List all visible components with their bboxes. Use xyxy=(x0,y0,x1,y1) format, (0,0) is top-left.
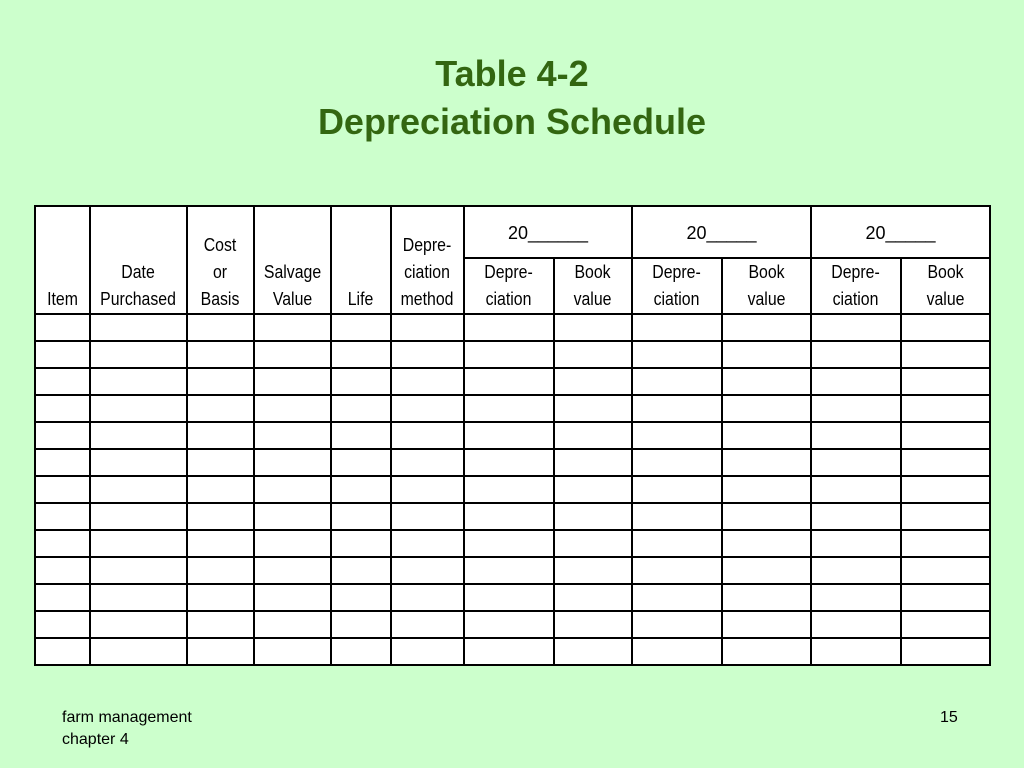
table-cell xyxy=(811,368,901,395)
table-cell xyxy=(464,503,554,530)
table-cell xyxy=(254,503,331,530)
title-line-2: Depreciation Schedule xyxy=(317,101,707,142)
table-cell xyxy=(391,611,464,638)
table-cell xyxy=(632,314,722,341)
table-cell xyxy=(90,314,187,341)
table-cell xyxy=(187,395,254,422)
table-cell xyxy=(35,422,90,449)
table-cell xyxy=(35,476,90,503)
header-date-purchased: Date Purchased xyxy=(90,206,187,314)
table-cell xyxy=(464,368,554,395)
header-year-3-depreciation: Depre- ciation xyxy=(811,258,901,314)
table-cell xyxy=(187,422,254,449)
table-cell xyxy=(901,530,990,557)
table-cell xyxy=(35,314,90,341)
table-row xyxy=(35,638,990,665)
table-cell xyxy=(391,395,464,422)
table-cell xyxy=(722,395,811,422)
table-cell xyxy=(331,584,391,611)
table-cell xyxy=(90,449,187,476)
table-cell xyxy=(90,476,187,503)
table-cell xyxy=(901,584,990,611)
table-cell xyxy=(391,341,464,368)
table-cell xyxy=(90,503,187,530)
table-cell xyxy=(90,341,187,368)
table-cell xyxy=(632,503,722,530)
table-cell xyxy=(187,638,254,665)
table-cell xyxy=(632,368,722,395)
table-cell xyxy=(632,449,722,476)
table-cell xyxy=(90,368,187,395)
header-year-2: 20_____ xyxy=(632,206,811,258)
table-cell xyxy=(187,449,254,476)
table-cell xyxy=(901,503,990,530)
table-cell xyxy=(722,584,811,611)
table-cell xyxy=(632,395,722,422)
table-cell xyxy=(391,422,464,449)
table-cell xyxy=(811,395,901,422)
table-cell xyxy=(811,557,901,584)
table-cell xyxy=(254,422,331,449)
table-cell xyxy=(187,557,254,584)
table-cell xyxy=(632,611,722,638)
table-cell xyxy=(187,530,254,557)
table-cell xyxy=(187,503,254,530)
header-row-1 xyxy=(35,206,990,258)
table-cell xyxy=(464,530,554,557)
title-line-1: Table 4-2 xyxy=(435,53,589,94)
table-cell xyxy=(632,422,722,449)
table-cell xyxy=(554,638,632,665)
table-cell xyxy=(331,368,391,395)
table-cell xyxy=(554,503,632,530)
table-cell xyxy=(554,584,632,611)
table-cell xyxy=(90,611,187,638)
table-cell xyxy=(331,557,391,584)
table-row xyxy=(35,314,990,341)
table-cell xyxy=(722,314,811,341)
table-cell xyxy=(254,368,331,395)
table-cell xyxy=(811,530,901,557)
table-cell xyxy=(90,557,187,584)
table-cell xyxy=(35,530,90,557)
table-cell xyxy=(554,611,632,638)
table-cell xyxy=(554,449,632,476)
table-cell xyxy=(90,584,187,611)
table-cell xyxy=(811,341,901,368)
header-life: Life xyxy=(331,206,391,314)
table-cell xyxy=(464,395,554,422)
table-row xyxy=(35,503,990,530)
table-row xyxy=(35,449,990,476)
header-salvage-value: Salvage Value xyxy=(254,206,331,314)
table-cell xyxy=(901,368,990,395)
table-cell xyxy=(722,368,811,395)
table-cell xyxy=(554,422,632,449)
depreciation-schedule-table xyxy=(34,205,991,666)
table-cell xyxy=(187,341,254,368)
table-cell xyxy=(901,422,990,449)
table-cell xyxy=(722,422,811,449)
table-cell xyxy=(90,638,187,665)
table-cell xyxy=(464,422,554,449)
table-cell xyxy=(254,341,331,368)
footer-chapter: chapter 4 xyxy=(62,731,129,748)
table-cell xyxy=(554,476,632,503)
header-year-2-book-value: Book value xyxy=(722,258,811,314)
table-cell xyxy=(391,368,464,395)
table-cell xyxy=(722,449,811,476)
table-cell xyxy=(187,368,254,395)
table-cell xyxy=(722,638,811,665)
table-cell xyxy=(331,314,391,341)
table-cell xyxy=(811,503,901,530)
header-item: Item xyxy=(35,206,90,314)
table-cell xyxy=(187,314,254,341)
header-depreciation-method: Depre- ciation method xyxy=(391,206,464,314)
table-row xyxy=(35,530,990,557)
table-row xyxy=(35,611,990,638)
table-cell xyxy=(391,449,464,476)
table-row xyxy=(35,395,990,422)
table-cell xyxy=(35,503,90,530)
table-cell xyxy=(331,476,391,503)
table-cell xyxy=(331,395,391,422)
table-cell xyxy=(901,395,990,422)
table-cell xyxy=(901,611,990,638)
table-cell xyxy=(464,584,554,611)
table-cell xyxy=(391,530,464,557)
table-cell xyxy=(632,584,722,611)
table-cell xyxy=(391,584,464,611)
table-cell xyxy=(464,314,554,341)
header-year-1-book-value: Book value xyxy=(554,258,632,314)
footer-course-info xyxy=(62,707,192,751)
table-cell xyxy=(35,368,90,395)
table-cell xyxy=(901,314,990,341)
table-cell xyxy=(464,341,554,368)
table-cell xyxy=(331,422,391,449)
table-cell xyxy=(187,611,254,638)
table-cell xyxy=(187,584,254,611)
table-cell xyxy=(722,503,811,530)
table-cell xyxy=(554,341,632,368)
table-cell xyxy=(722,476,811,503)
table-cell xyxy=(254,476,331,503)
table-cell xyxy=(35,638,90,665)
table-body xyxy=(35,314,990,665)
table-cell xyxy=(254,395,331,422)
page-number: 15 xyxy=(940,709,958,726)
table-cell xyxy=(811,422,901,449)
table-cell xyxy=(632,557,722,584)
header-year-3-book-value: Book value xyxy=(901,258,990,314)
header-year-1: 20______ xyxy=(464,206,632,258)
footer-course: farm management xyxy=(62,709,192,726)
table-cell xyxy=(254,584,331,611)
table-cell xyxy=(811,476,901,503)
table-cell xyxy=(254,314,331,341)
table-row xyxy=(35,368,990,395)
table-cell xyxy=(35,611,90,638)
table-cell xyxy=(722,611,811,638)
header-cost-or-basis: Cost or Basis xyxy=(187,206,254,314)
table-cell xyxy=(464,638,554,665)
table-cell xyxy=(90,530,187,557)
table-cell xyxy=(254,557,331,584)
table-cell xyxy=(35,557,90,584)
table-cell xyxy=(632,476,722,503)
table-cell xyxy=(90,422,187,449)
table-row xyxy=(35,422,990,449)
table-cell xyxy=(391,557,464,584)
table-cell xyxy=(331,611,391,638)
table-cell xyxy=(901,341,990,368)
table-cell xyxy=(35,395,90,422)
table-cell xyxy=(554,314,632,341)
slide-title xyxy=(0,50,1024,146)
table-cell xyxy=(632,530,722,557)
table-cell xyxy=(391,476,464,503)
table-cell xyxy=(722,557,811,584)
header-year-2-depreciation: Depre- ciation xyxy=(632,258,722,314)
table-cell xyxy=(90,395,187,422)
header-year-3: 20_____ xyxy=(811,206,990,258)
table-cell xyxy=(464,611,554,638)
table-cell xyxy=(35,584,90,611)
table-cell xyxy=(464,449,554,476)
table-cell xyxy=(331,638,391,665)
table-cell xyxy=(464,476,554,503)
table-cell xyxy=(632,638,722,665)
table-row xyxy=(35,341,990,368)
table-cell xyxy=(254,611,331,638)
table-cell xyxy=(254,449,331,476)
table-cell xyxy=(811,314,901,341)
table-cell xyxy=(901,476,990,503)
table-cell xyxy=(722,341,811,368)
table-cell xyxy=(331,341,391,368)
table-cell xyxy=(811,638,901,665)
table-cell xyxy=(331,530,391,557)
table-cell xyxy=(35,341,90,368)
table-cell xyxy=(331,503,391,530)
table-row xyxy=(35,476,990,503)
header-year-1-depreciation: Depre- ciation xyxy=(464,258,554,314)
table-cell xyxy=(35,449,90,476)
table-cell xyxy=(901,638,990,665)
table-cell xyxy=(901,449,990,476)
table-cell xyxy=(464,557,554,584)
table-cell xyxy=(554,395,632,422)
table-cell xyxy=(391,638,464,665)
table-cell xyxy=(254,638,331,665)
table-cell xyxy=(187,476,254,503)
table-cell xyxy=(901,557,990,584)
table-row xyxy=(35,557,990,584)
table-cell xyxy=(811,584,901,611)
table-cell xyxy=(391,503,464,530)
table-cell xyxy=(554,530,632,557)
table-cell xyxy=(811,449,901,476)
table-row xyxy=(35,584,990,611)
table-cell xyxy=(722,530,811,557)
table-cell xyxy=(811,611,901,638)
table-cell xyxy=(391,314,464,341)
table-cell xyxy=(254,530,331,557)
table-cell xyxy=(554,368,632,395)
table-cell xyxy=(331,449,391,476)
table-cell xyxy=(632,341,722,368)
table-cell xyxy=(554,557,632,584)
